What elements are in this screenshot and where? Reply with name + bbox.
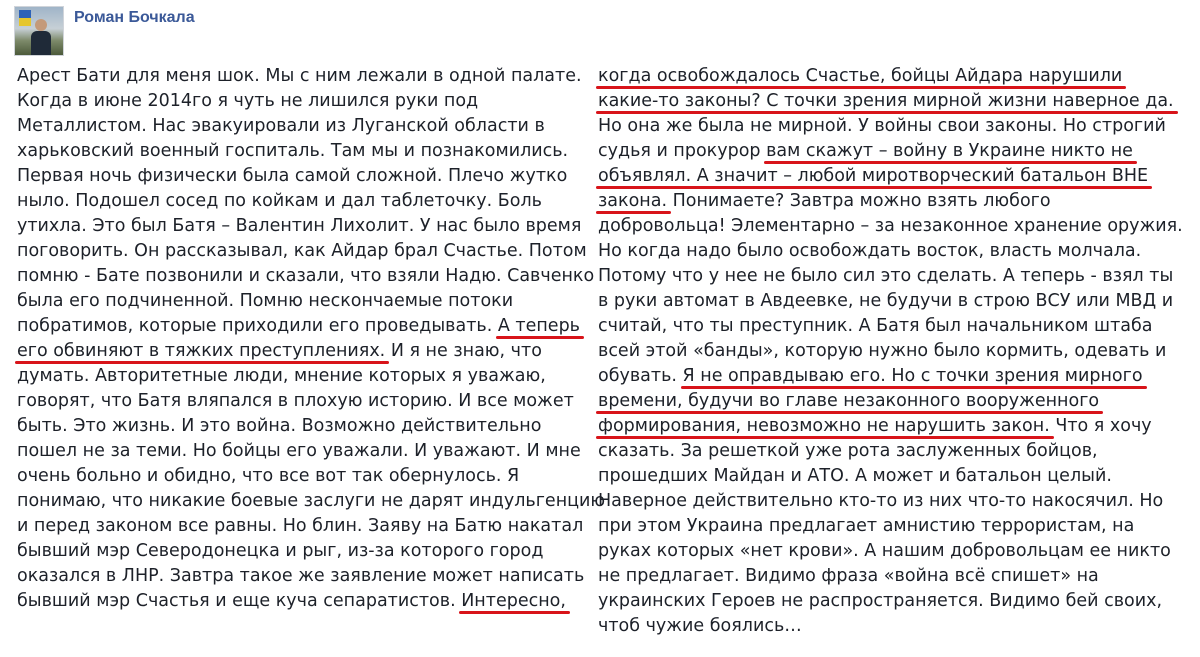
text-line — [17, 439, 597, 464]
text-segment: И я не знаю, что — [385, 341, 542, 361]
text-segment: быть. Это жизнь. И это война. Возможно действительно — [17, 416, 542, 436]
person-body — [31, 31, 51, 55]
text-line — [598, 439, 1188, 464]
post-text-left-column — [17, 64, 606, 614]
text-line — [17, 114, 597, 139]
underlined-text: формирования, невозможно не нарушить закон. — [598, 416, 1050, 436]
text-line — [598, 564, 1188, 589]
text-segment: поговорить. Он рассказывал, как Айдар брал Счастье. Потом — [17, 241, 587, 261]
text-segment: побратимов, которые приходили его проведывать. — [17, 316, 498, 336]
text-segment: добровольца! Элементарно – за незаконное хранение оружия. — [598, 216, 1183, 236]
text-segment: Что я хочу — [1049, 416, 1152, 436]
text-line — [598, 414, 1188, 439]
text-segment: очень больно и обидно, что все вот так обернулось. Я — [17, 466, 520, 486]
text-line — [17, 364, 597, 389]
text-line — [17, 164, 597, 189]
text-line — [17, 589, 597, 614]
text-segment: харьковский военный госпиталь. Там мы и познакомились. — [17, 141, 569, 161]
text-line — [598, 514, 1188, 539]
text-segment: бывший мэр Счастья и еще куча сепаратистов. — [17, 591, 462, 611]
underlined-text: Я не оправдываю его. Но с точки зрения мирного — [682, 366, 1143, 386]
underlined-text: когда освобождалось Счастье, бойцы Айдара нарушили — [598, 66, 1123, 86]
text-segment: Металлистом. Нас эвакуировали из Луганской области в — [17, 116, 545, 136]
text-segment: бывший мэр Северодонецка и рыг, из-за которого город — [17, 541, 544, 561]
underlined-text: вам скажут – войну в Украине никто не — [766, 141, 1133, 161]
text-segment: была его подчиненной. Помню нескончаемые потоки — [17, 291, 514, 311]
text-line — [598, 89, 1188, 114]
text-segment: Наверное действительно кто-то из них что-то накосячил. Но — [598, 491, 1164, 511]
text-segment: Арест Бати для меня шок. Мы с ним лежали в одной палате. — [17, 66, 582, 86]
text-segment: считай, что ты преступник. А Батя был начальником штаба — [598, 316, 1153, 336]
text-line — [598, 114, 1188, 139]
text-line — [17, 514, 597, 539]
text-segment: Но она же была не мирной. У войны свои законы. Но строгий — [598, 116, 1166, 136]
text-line — [17, 189, 597, 214]
text-line — [17, 239, 597, 264]
post-header — [14, 6, 195, 56]
flag-icon — [19, 10, 31, 26]
underlined-text: Интересно, — [461, 591, 566, 611]
text-line — [17, 539, 597, 564]
text-line — [17, 339, 597, 364]
text-segment: Первая ночь физически была самой сложной. Плечо жутко — [17, 166, 568, 186]
text-segment: оказался в ЛНР. Завтра такое же заявление может написать — [17, 566, 585, 586]
text-segment: в руки автомат в Авдеевке, не будучи в строю ВСУ или МВД и — [598, 291, 1174, 311]
text-segment: пошел не за теми. Но бойцы его уважали. И уважают. И мне — [17, 441, 581, 461]
text-line — [598, 239, 1188, 264]
text-line — [598, 314, 1188, 339]
text-segment: помню - Бате позвонили и сказали, что взяли Надю. Савченко — [17, 266, 595, 286]
text-line — [17, 214, 597, 239]
text-segment: говорят, что Батя вляпался в плохую историю. И все может — [17, 391, 574, 411]
text-line — [598, 214, 1188, 239]
text-segment: сказать. За решеткой уже рота заслуженных бойцов, — [598, 441, 1098, 461]
text-line — [17, 139, 597, 164]
underlined-text: А теперь — [497, 316, 580, 336]
text-line — [17, 489, 606, 514]
text-line — [17, 389, 597, 414]
text-line — [598, 489, 1188, 514]
text-segment: Но когда надо было освобождать восток, власть молчала. — [598, 241, 1142, 261]
text-line — [17, 64, 597, 89]
underlined-text: времени, будучи во главе незаконного вооруженного — [598, 391, 1100, 411]
text-segment: не предлагает. Видимо фраза «война всё спишет» на — [598, 566, 1099, 586]
text-line — [598, 289, 1188, 314]
person-head — [35, 19, 47, 31]
text-segment: понимаю, что никакие боевые заслуги не дарят индульгенцию — [17, 491, 606, 511]
text-segment: при этом Украина предлагает амнистию террористам, на — [598, 516, 1135, 536]
text-segment: ныло. Подошел сосед по койкам и дал таблеточку. Боль — [17, 191, 542, 211]
text-segment: думать. Авторитетные люди, мнение которых я уважаю, — [17, 366, 546, 386]
text-segment: всей этой «банды», которую нужно было кормить, одевать и — [598, 341, 1167, 361]
text-segment: Понимаете? Завтра можно взять любого — [667, 191, 1051, 211]
text-segment: руках которых «нет крови». А нашим добровольцам ее никто — [598, 541, 1171, 561]
text-line — [17, 264, 597, 289]
text-line — [598, 464, 1188, 489]
underlined-text: какие-то законы? С точки зрения мирной жизни наверное да. — [598, 91, 1174, 111]
text-segment: чтоб чужие боялись… — [598, 616, 802, 636]
text-segment: украинских Героев не распространяется. Видимо бей своих, — [598, 591, 1163, 611]
text-line — [598, 589, 1188, 614]
post-text-right-column — [598, 64, 1188, 639]
text-segment: обувать. — [598, 366, 683, 386]
text-segment: и перед законом все равны. Но блин. Заяву на Батю накатал — [17, 516, 584, 536]
text-line — [17, 289, 597, 314]
text-line — [598, 339, 1188, 364]
text-segment: прошедших Майдан и АТО. А может и батальон целый. — [598, 466, 1112, 486]
text-line — [598, 364, 1188, 389]
text-line — [17, 89, 597, 114]
text-line — [598, 264, 1188, 289]
text-segment: Потому что у нее не было сил это сделать. А теперь - взял ты — [598, 266, 1174, 286]
text-line — [17, 564, 597, 589]
underlined-text: его обвиняют в тяжких преступлениях. — [17, 341, 386, 361]
text-line — [598, 164, 1188, 189]
text-line — [598, 614, 1188, 639]
text-segment: Когда в июне 2014го я чуть не лишился руки под — [17, 91, 479, 111]
text-line — [598, 139, 1188, 164]
text-line — [17, 414, 597, 439]
underlined-text: объявлял. А значит – любой миротворческий батальон ВНЕ — [598, 166, 1149, 186]
text-line — [598, 189, 1188, 214]
text-line — [598, 389, 1188, 414]
author-name[interactable]: Роман Бочкала — [74, 9, 195, 26]
text-segment: судья и прокурор — [598, 141, 767, 161]
text-line — [17, 464, 597, 489]
avatar[interactable] — [14, 6, 64, 56]
text-line — [598, 539, 1188, 564]
text-line — [598, 64, 1188, 89]
underlined-text: закона. — [598, 191, 668, 211]
text-segment: утихла. Это был Батя – Валентин Лихолит. У нас было время — [17, 216, 582, 236]
text-line — [17, 314, 597, 339]
